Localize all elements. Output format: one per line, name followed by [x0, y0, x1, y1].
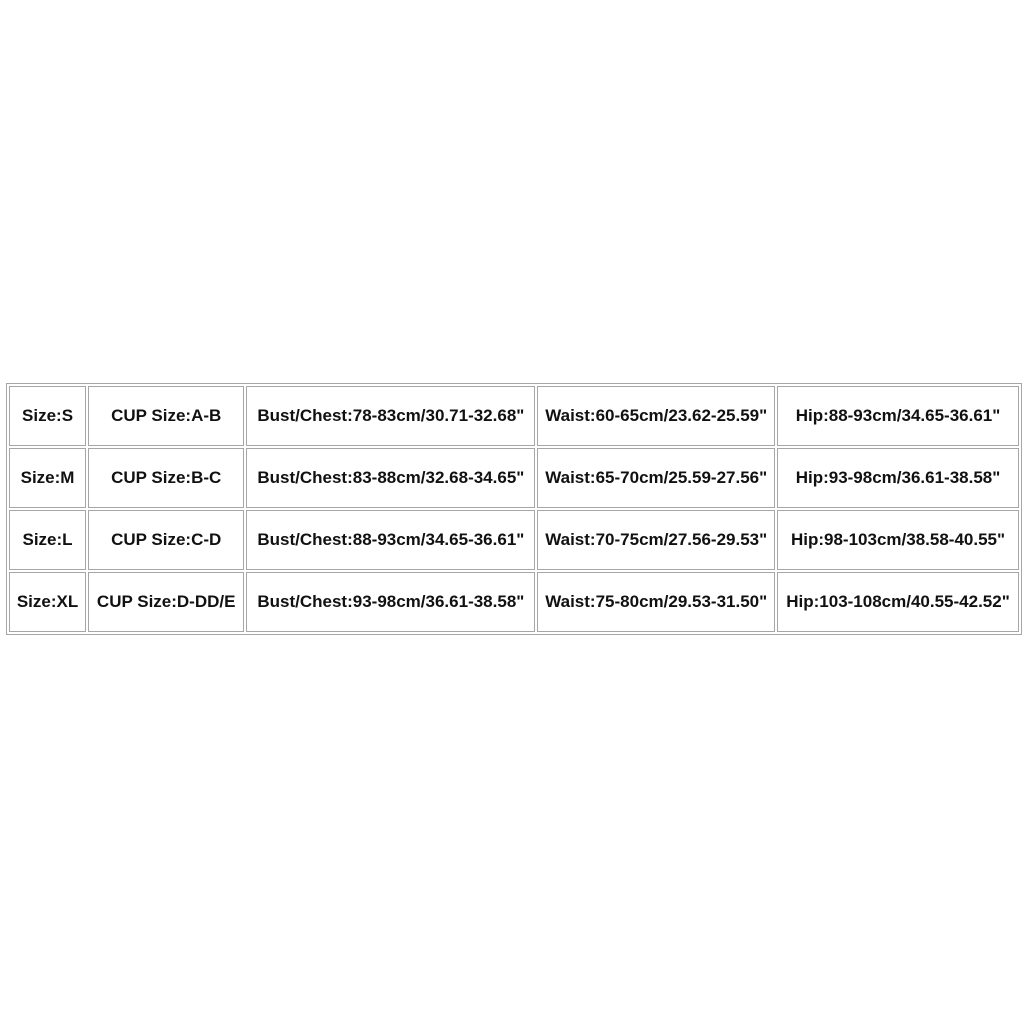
bust-cell: Bust/Chest:78-83cm/30.71-32.68": [246, 386, 535, 446]
size-row-m: [9, 448, 1019, 508]
bust-cell: Bust/Chest:88-93cm/34.65-36.61": [246, 510, 535, 570]
size-row-s: [9, 386, 1019, 446]
cup-size-cell: CUP Size:B-C: [88, 448, 244, 508]
size-chart-table: [6, 383, 1022, 635]
cup-size-cell: CUP Size:C-D: [88, 510, 244, 570]
waist-cell: Waist:70-75cm/27.56-29.53": [537, 510, 775, 570]
hip-cell: Hip:93-98cm/36.61-38.58": [777, 448, 1019, 508]
hip-cell: Hip:103-108cm/40.55-42.52": [777, 572, 1019, 632]
hip-cell: Hip:88-93cm/34.65-36.61": [777, 386, 1019, 446]
cup-size-cell: CUP Size:A-B: [88, 386, 244, 446]
hip-cell: Hip:98-103cm/38.58-40.55": [777, 510, 1019, 570]
size-cell: Size:M: [9, 448, 86, 508]
waist-cell: Waist:65-70cm/25.59-27.56": [537, 448, 775, 508]
size-row-xl: [9, 572, 1019, 632]
size-cell: Size:XL: [9, 572, 86, 632]
size-row-l: [9, 510, 1019, 570]
bust-cell: Bust/Chest:83-88cm/32.68-34.65": [246, 448, 535, 508]
waist-cell: Waist:75-80cm/29.53-31.50": [537, 572, 775, 632]
size-cell: Size:L: [9, 510, 86, 570]
waist-cell: Waist:60-65cm/23.62-25.59": [537, 386, 775, 446]
bust-cell: Bust/Chest:93-98cm/36.61-38.58": [246, 572, 535, 632]
size-cell: Size:S: [9, 386, 86, 446]
cup-size-cell: CUP Size:D-DD/E: [88, 572, 244, 632]
